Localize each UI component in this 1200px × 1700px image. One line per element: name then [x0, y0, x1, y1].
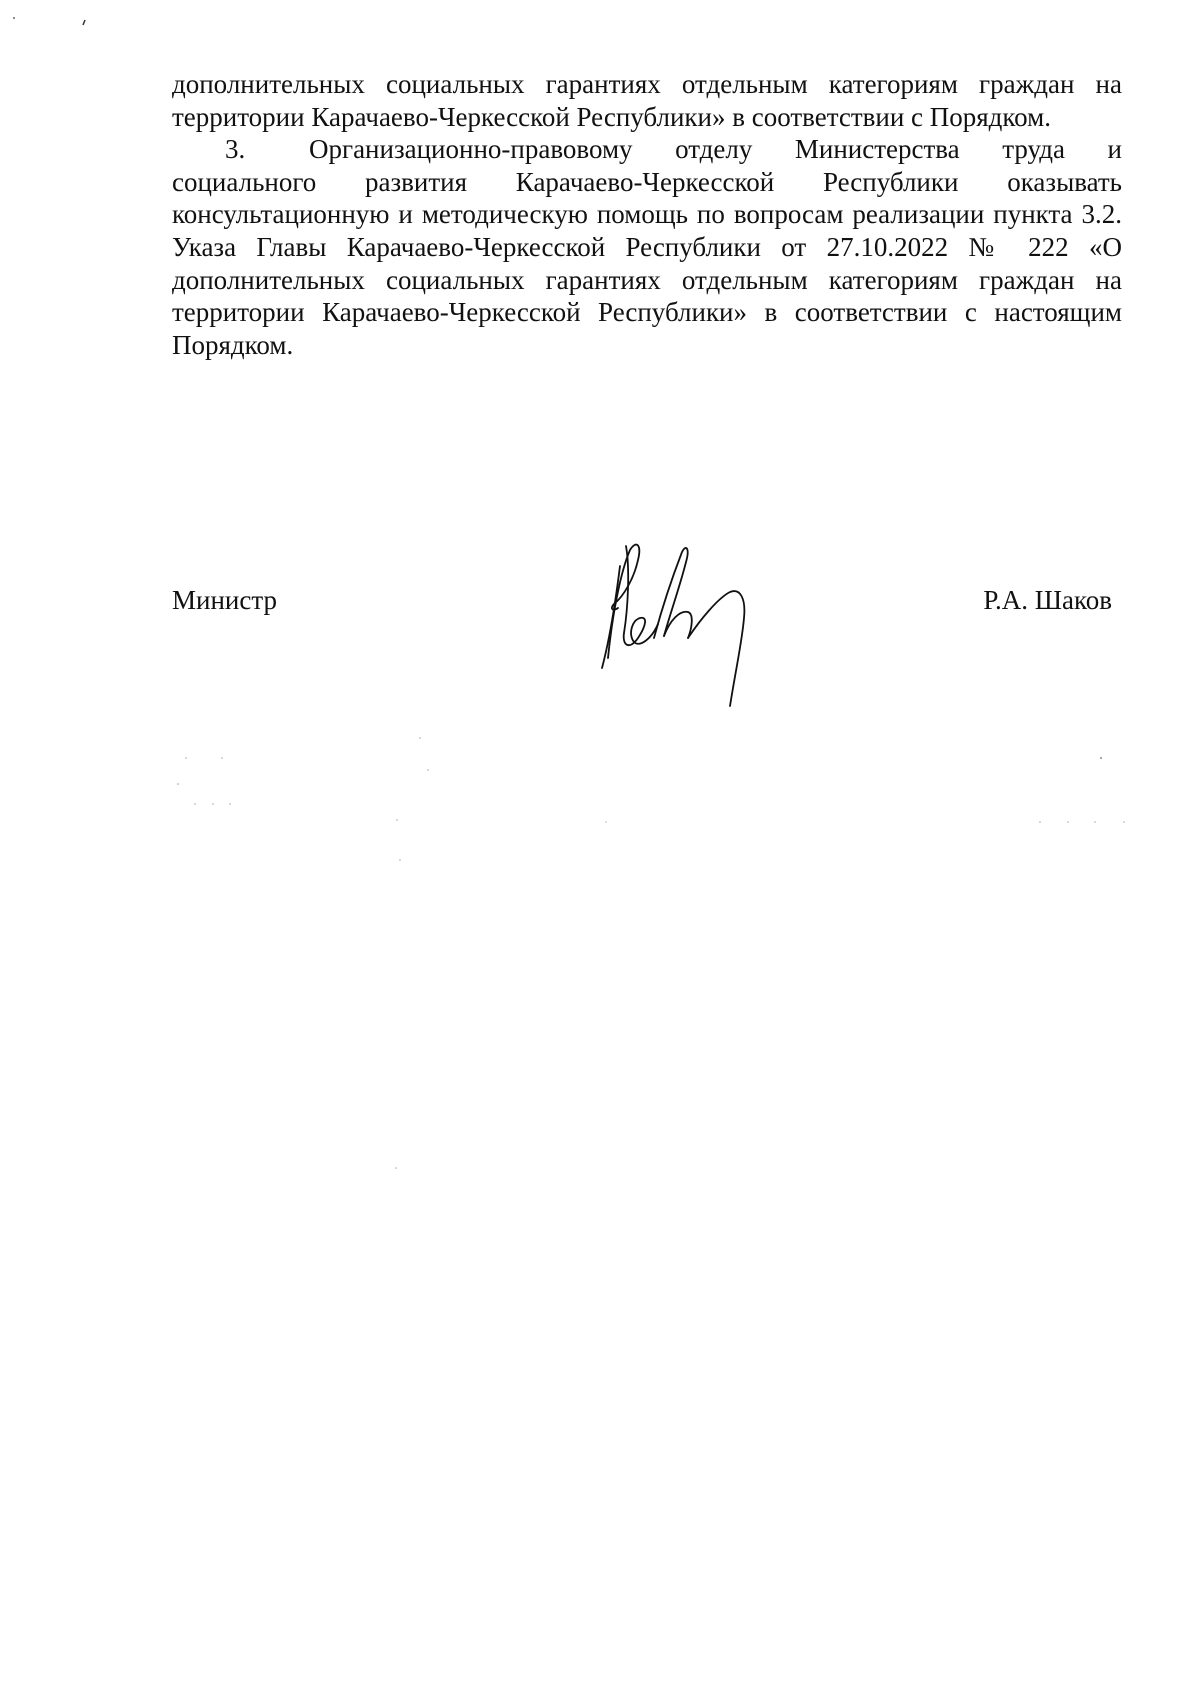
- paragraph-continuation: дополнительных социальных гарантиях отдельным категориям граждан на территории Карачаево-Черкесской Республики» в соответствии с Порядком.: [172, 69, 1122, 132]
- signer-position: Министр: [172, 585, 277, 615]
- item-text: Организационно-правовому отделу Министерства труда и социального развития Карачаево-Черкесской Республики оказывать консультационную и методическую помощь по вопросам реализации пункта 3.2. Указа Главы Карачаево-Черкесской Республики от 27.10.2022 № 222 «О дополнительных социальных гарантиях отдельным категориям граждан на территории Карачаево-Черкесской Республики» в соответствии с настоящим Порядком.: [172, 134, 1122, 360]
- handwritten-signature-icon: [590, 538, 790, 718]
- document-body: [172, 68, 1122, 361]
- signer-name: Р.А. Шаков: [983, 585, 1112, 615]
- item-number: 3.: [225, 134, 246, 165]
- numbered-item-3: [172, 133, 1122, 361]
